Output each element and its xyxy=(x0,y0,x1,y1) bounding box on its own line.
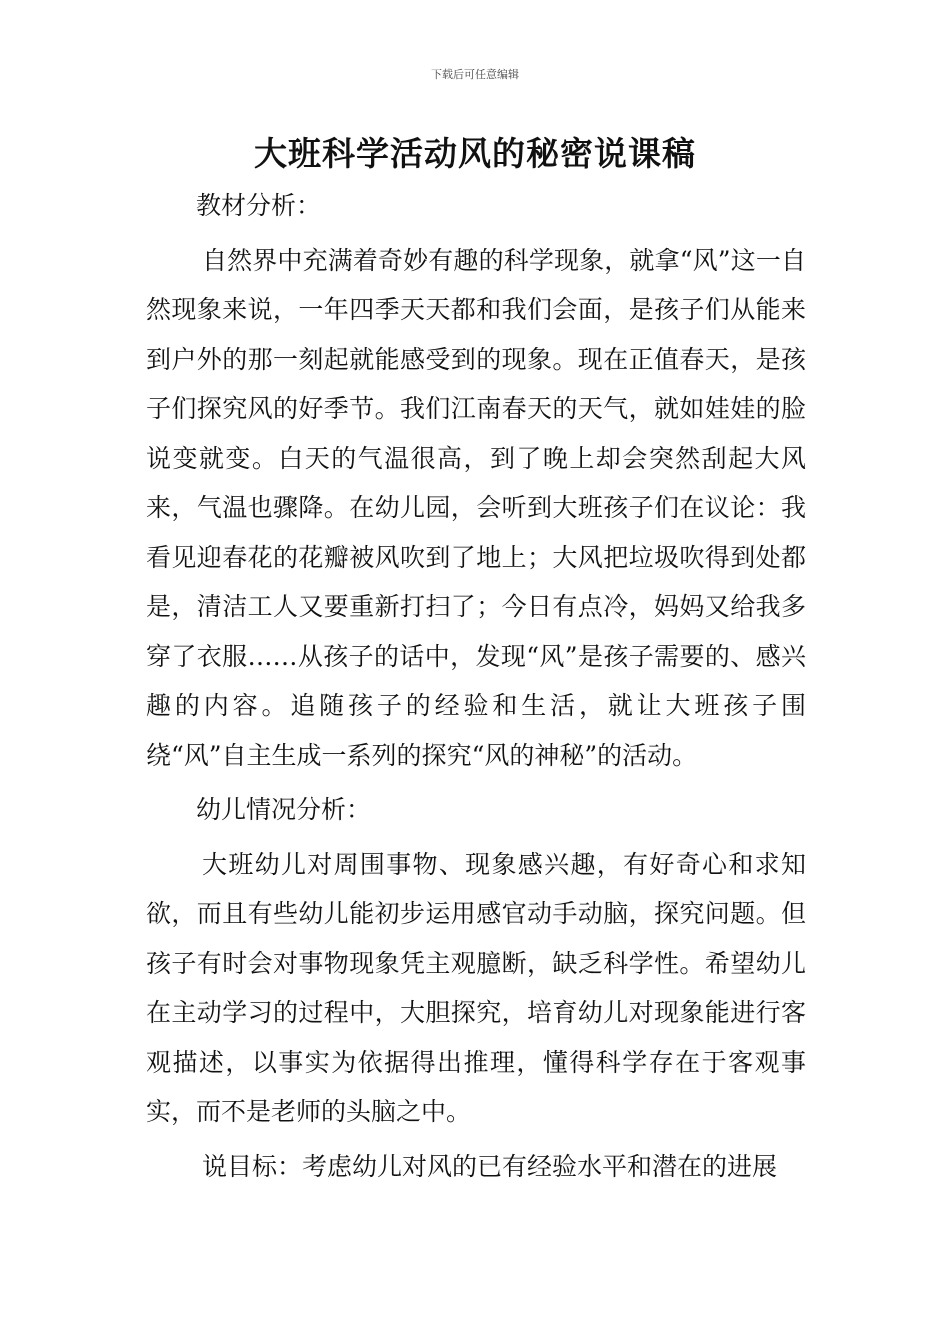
section-paragraph-material: 自然界中充满着奇妙有趣的科学现象，就拿“风”这一自然现象来说，一年四季天天都和我们会面，是孩子们从能来到户外的那一刻起就能感受到的现象。现在正值春天，是孩子们探究风的好季节。我们江南春天的天气，就如娃娃的脸说变就变。白天的气温很高，到了晚上却会突然刮起大风来，气温也骤降。在幼儿园，会听到大班孩子们在议论：我看见迎春花的花瓣被风吹到了地上；大风把垃圾吹得到处都是，清洁工人又要重新打扫了；今日有点冷，妈妈又给我多穿了衣服……从孩子的话中，发现“风”是孩子需要的、感兴趣的内容。追随孩子的经验和生活，就让大班孩子围绕“风”自主生成一系列的探究“风的神秘”的活动。 xyxy=(146,245,806,770)
header-note: 下载后可任意编辑 xyxy=(431,68,519,81)
section-paragraph-goals: 说目标：考虑幼儿对风的已有经验水平和潜在的进展 xyxy=(202,1151,778,1181)
section-paragraph-children: 大班幼儿对周围事物、现象感兴趣，有好奇心和求知欲，而且有些幼儿能初步运用感官动手动脑，探究问题。但孩子有时会对事物现象凭主观臆断，缺乏科学性。希望幼儿在主动学习的过程中，大胆探究，培育幼儿对现象能进行客观描述，以事实为依据得出推理，懂得科学存在于客观事实，而不是老师的头脑之中。 xyxy=(146,849,806,1126)
section-heading-children: 幼儿情况分析： xyxy=(196,795,372,824)
document-body xyxy=(146,181,806,1191)
document-title: 大班科学活动风的秘密说课稿 xyxy=(254,134,696,173)
section-heading-material: 教材分析： xyxy=(196,191,322,220)
